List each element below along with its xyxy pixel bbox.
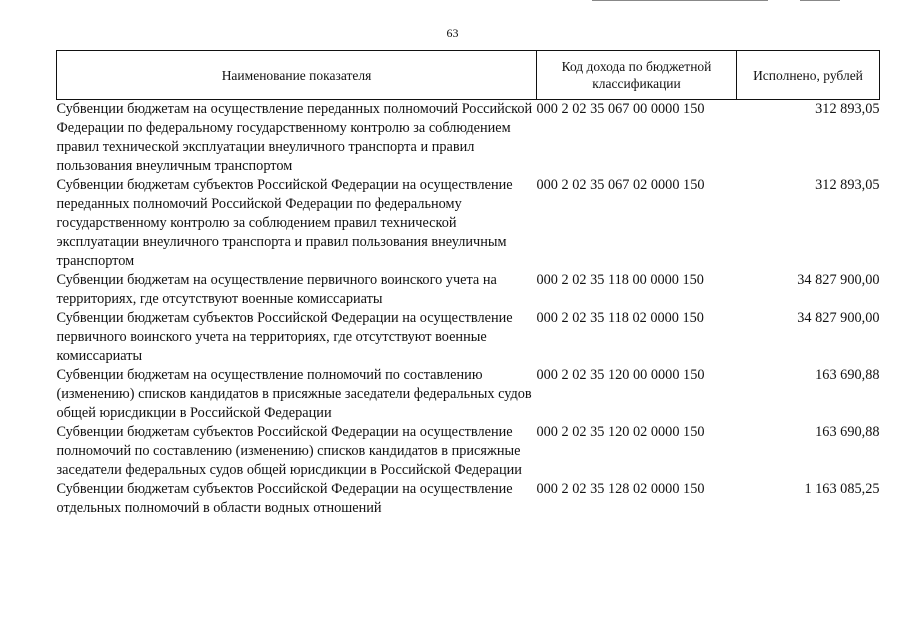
- indicator-name: Субвенции бюджетам субъектов Российской Федерации на осуществление первичного воинского учета на территориях, где отсутствуют военные комиссариаты: [56, 310, 513, 364]
- table-row: [57, 176, 880, 271]
- income-code: 000 2 02 35 120 02 0000 150: [536, 424, 705, 440]
- table-row: [57, 423, 880, 480]
- indicator-name: Субвенции бюджетам на осуществление полномочий по составлению (изменению) списков кандидатов в присяжные заседатели федеральных судов общей юрисдикции в Российской Федерации: [56, 367, 532, 421]
- page-number: 63: [446, 26, 459, 40]
- table-row: [57, 309, 880, 366]
- table-row: [57, 100, 880, 177]
- indicator-name: Субвенции бюджетам субъектов Российской Федерации на осуществление переданных полномочий Российской Федерации по федеральному государственному контролю за соблюдением правил технической эксплуатации внеуличного транспорта и правил пользования внеуличным транспортом: [56, 177, 513, 269]
- top-rule: [592, 0, 768, 1]
- executed-amount: 34 827 900,00: [797, 272, 880, 288]
- income-code: 000 2 02 35 118 02 0000 150: [536, 310, 704, 326]
- indicator-name: Субвенции бюджетам на осуществление переданных полномочий Российской Федерации по федеральному государственному контролю за соблюдением правил технической эксплуатации внеуличного транспорта и правил пользования внеуличным транспортом: [56, 101, 533, 174]
- top-rule: [800, 0, 840, 1]
- executed-amount: 312 893,05: [815, 177, 880, 193]
- income-code: 000 2 02 35 118 00 0000 150: [536, 272, 704, 288]
- indicator-name: Субвенции бюджетам на осуществление первичного воинского учета на территориях, где отсутствуют военные комиссариаты: [56, 272, 497, 307]
- header-executed-amount: Исполнено, рублей: [737, 51, 880, 100]
- executed-amount: 163 690,88: [815, 424, 880, 440]
- income-code: 000 2 02 35 067 00 0000 150: [536, 101, 705, 117]
- budget-table: [56, 50, 880, 518]
- header-income-code: Код дохода по бюджетной классификации: [537, 51, 737, 100]
- income-code: 000 2 02 35 128 02 0000 150: [536, 481, 705, 497]
- indicator-name: Субвенции бюджетам субъектов Российской Федерации на осуществление полномочий по составлению (изменению) списков кандидатов в присяжные заседатели федеральных судов общей юрисдикции в Российской Федерации: [56, 424, 522, 478]
- income-code: 000 2 02 35 067 02 0000 150: [536, 177, 705, 193]
- table-row: [57, 366, 880, 423]
- header-indicator-name: Наименование показателя: [57, 51, 537, 100]
- table-row: [57, 271, 880, 309]
- indicator-name: Субвенции бюджетам субъектов Российской Федерации на осуществление отдельных полномочий в области водных отношений: [56, 481, 513, 516]
- income-code: 000 2 02 35 120 00 0000 150: [536, 367, 705, 383]
- table-header-row: [57, 51, 880, 100]
- executed-amount: 34 827 900,00: [797, 310, 880, 326]
- executed-amount: 163 690,88: [815, 367, 880, 383]
- executed-amount: 1 163 085,25: [804, 481, 880, 497]
- executed-amount: 312 893,05: [815, 101, 880, 117]
- table-row: [57, 480, 880, 518]
